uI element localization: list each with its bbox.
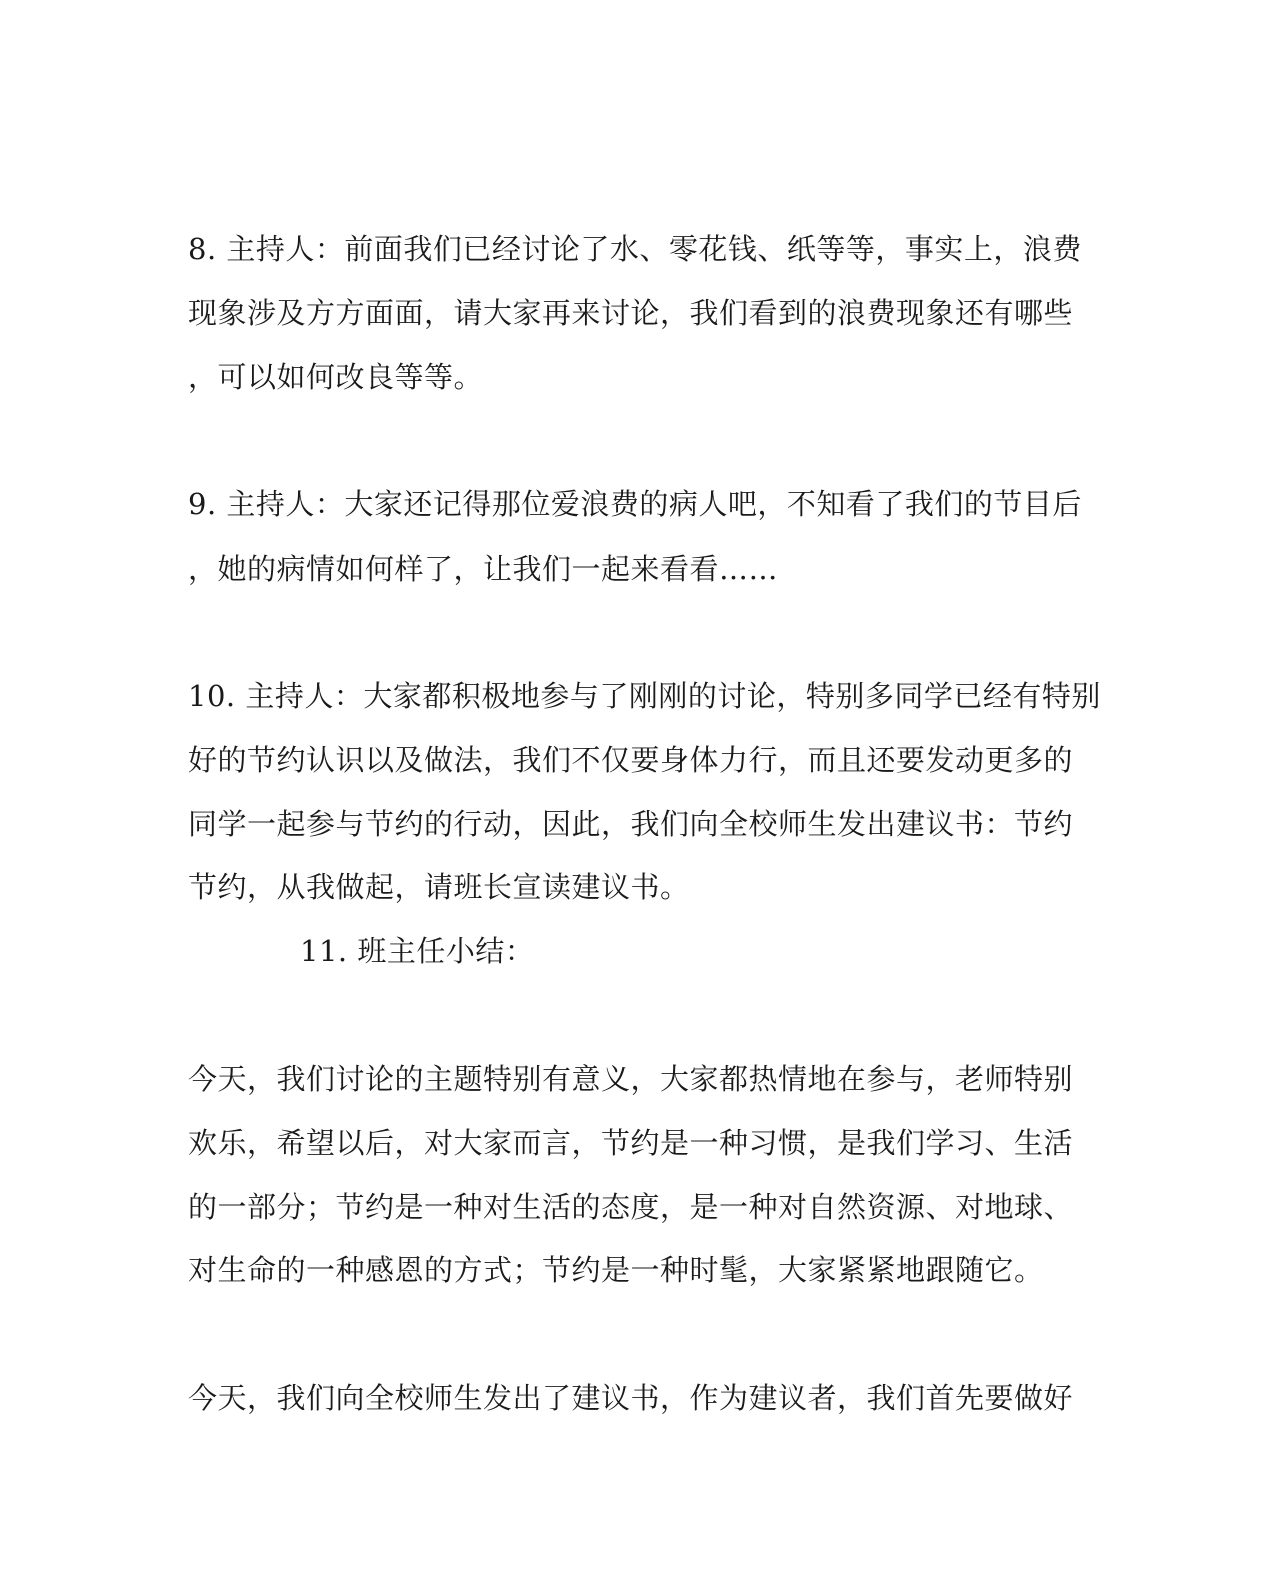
text-line: 对生命的一种感恩的方式；节约是一种时髦，大家紧紧地跟随它。 xyxy=(188,1253,1044,1287)
text-line: 8. 主持人：前面我们已经讨论了水、零花钱、纸等等，事实上，浪费 xyxy=(188,232,1082,266)
text-line: ，她的病情如何样了，让我们一起来看看…… xyxy=(188,552,779,586)
text-line: 10. 主持人：大家都积极地参与了刚刚的讨论，特别多同学已经有特别 xyxy=(188,679,1101,713)
text-line: 同学一起参与节约的行动，因此，我们向全校师生发出建议书：节约 xyxy=(188,807,1074,841)
text-line: 欢乐，希望以后，对大家而言，节约是一种习惯，是我们学习、生活 xyxy=(188,1126,1074,1160)
text-line: 好的节约认识以及做法，我们不仅要身体力行，而且还要发动更多的 xyxy=(188,743,1074,777)
text-line: 现象涉及方方面面，请大家再来讨论，我们看到的浪费现象还有哪些 xyxy=(188,296,1074,330)
section-heading: 11. 班主任小结： xyxy=(300,934,535,968)
text-line: 9. 主持人：大家还记得那位爱浪费的病人吧，不知看了我们的节目后 xyxy=(188,487,1082,521)
text-line: 今天，我们讨论的主题特别有意义，大家都热情地在参与，老师特别 xyxy=(188,1062,1074,1096)
text-line: 今天，我们向全校师生发出了建议书，作为建议者，我们首先要做好 xyxy=(188,1381,1074,1415)
text-line: 节约，从我做起，请班长宣读建议书。 xyxy=(188,870,690,904)
text-line: 的一部分；节约是一种对生活的态度，是一种对自然资源、对地球、 xyxy=(188,1190,1074,1224)
text-line: ，可以如何改良等等。 xyxy=(188,360,484,394)
